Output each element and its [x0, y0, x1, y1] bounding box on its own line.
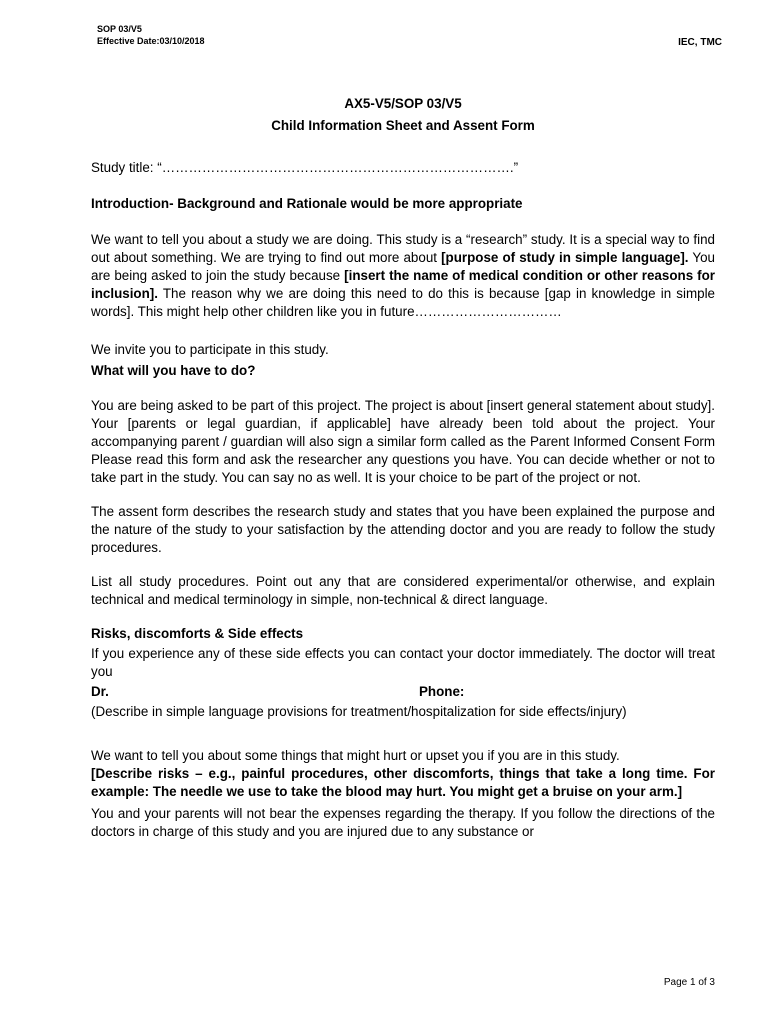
- procedures-paragraph: List all study procedures. Point out any that are considered experimental/or otherwise, and explain technical and medical terminology in simple, non-technical & direct language.: [91, 574, 715, 607]
- intro-bold-2: [insert the name of medical condition or other reasons for inclusion].: [91, 268, 715, 301]
- intro-heading: Introduction- Background and Rationale would be more appropriate: [91, 196, 523, 211]
- intro-text-3: The reason why we are doing this need to do this is because [gap in knowledge in simple words]. This might help other children like you in future……………………………: [91, 286, 715, 319]
- assent-paragraph: The assent form describes the research study and states that you have been explained the purpose and the nature of the study to your satisfaction by the attending doctor and you are ready to follow the study procedures.: [91, 504, 715, 555]
- risks-heading: Risks, discomforts & Side effects: [91, 626, 304, 641]
- sop-code: SOP 03/V5: [97, 24, 142, 34]
- effective-date: Effective Date:03/10/2018: [97, 36, 205, 46]
- document-body: [91, 95, 715, 841]
- intro-text-2: You are being asked to join the study because: [91, 250, 715, 283]
- contact-row: [91, 683, 715, 701]
- doc-title: Child Information Sheet and Assent Form: [271, 118, 535, 133]
- hurt-bold-paragraph: [Describe risks – e.g., painful procedures, other discomforts, things that take a long time. For example: The needle we use to take the blood may hurt. You might get a bruise on your arm.]: [91, 766, 715, 799]
- risks-paragraph: If you experience any of these side effects you can contact your doctor immediately. The doctor will treat you: [91, 646, 715, 679]
- what-paragraph: You are being asked to be part of this project. The project is about [insert general statement about study]. Your [parents or legal guardian, if applicable] have already been told about the project. Your accompanying parent / guardian will also sign a similar form called as the Parent Informed Consent Form Please read this form and ask the researcher any questions you have. You can decide whether or not to take part in the study. You can say no as well. It is your choice to be part of the project or not.: [91, 398, 715, 485]
- hurt-paragraph: We want to tell you about some things that might hurt or upset you if you are in this study.: [91, 748, 620, 763]
- describe-paragraph: (Describe in simple language provisions for treatment/hospitalization for side effects/injury): [91, 704, 627, 719]
- intro-text-1: We want to tell you about a study we are doing. This study is a “research” study. It is a special way to find out about something. We are trying to find out more about: [91, 232, 715, 265]
- doc-code: AX5-V5/SOP 03/V5: [344, 96, 462, 111]
- what-heading: What will you have to do?: [91, 363, 256, 378]
- header-org: IEC, TMC: [678, 37, 722, 48]
- doctor-label: Dr.: [91, 684, 109, 699]
- phone-label: Phone:: [419, 684, 465, 699]
- intro-paragraph: [91, 231, 715, 321]
- expenses-paragraph: You and your parents will not bear the expenses regarding the therapy. If you follow the directions of the doctors in charge of this study and you are injured due to any substance or: [91, 806, 715, 839]
- page-number: Page 1 of 3: [663, 977, 715, 988]
- study-title: Study title: “…………………………………………………………………….”: [91, 160, 519, 175]
- invite-text: We invite you to participate in this study.: [91, 342, 329, 357]
- intro-bold-1: [purpose of study in simple language].: [441, 250, 689, 265]
- header-left: [97, 23, 205, 47]
